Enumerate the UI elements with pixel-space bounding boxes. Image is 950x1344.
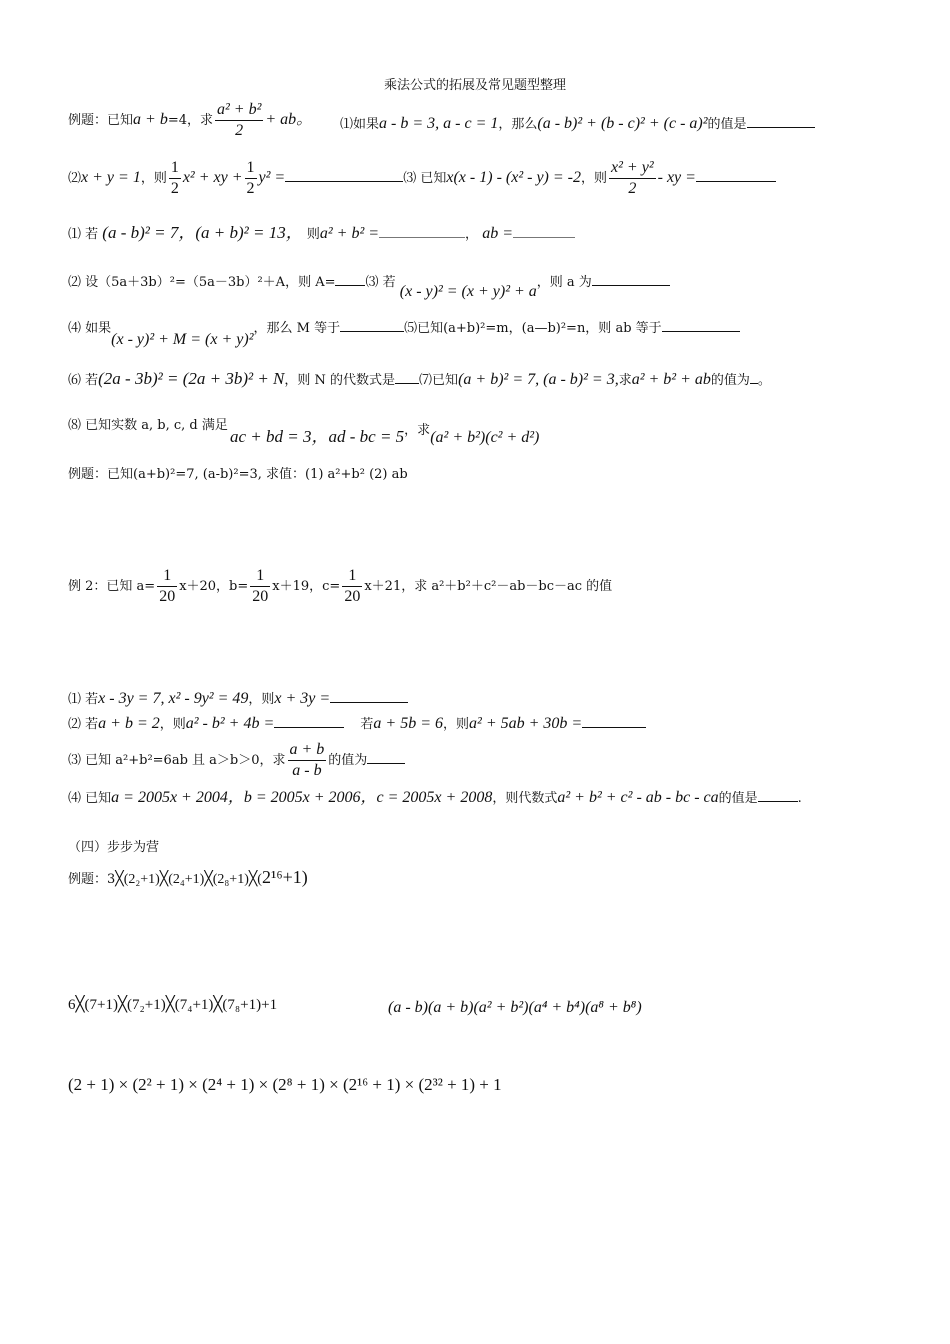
math-expr: a² - b² + 4b =: [185, 715, 275, 732]
fraction-numerator: 1: [157, 566, 177, 587]
text: 若: [360, 717, 374, 732]
answer-blank[interactable]: [285, 169, 403, 182]
text: 则: [306, 227, 320, 242]
fraction: [215, 100, 263, 141]
example-4: [68, 866, 308, 889]
answer-blank[interactable]: [379, 225, 465, 238]
text: 的值为: [710, 373, 750, 388]
math-expr: (a - b)² = 7，(a + b)² = 13，: [102, 223, 303, 242]
text: ，则: [248, 692, 275, 707]
fraction: [157, 566, 177, 607]
math-expr: 2¹⁶+1): [261, 867, 308, 887]
question-3: [68, 222, 575, 244]
math-expr: ab =: [482, 225, 513, 242]
text: ，求: [404, 423, 431, 438]
math-expr: a² + b² + ab: [631, 371, 711, 388]
text: ，则: [140, 171, 167, 186]
fraction: [342, 566, 362, 607]
fraction: [169, 158, 181, 199]
text: 的值为: [328, 753, 368, 768]
question-13: [68, 788, 802, 808]
text: .: [797, 791, 802, 806]
text: ⑻ 已知实数 a, b, c, d 满足: [68, 418, 228, 433]
math-expr: x(x - 1) - (x² - y) = -2: [446, 169, 581, 186]
answer-blank[interactable]: [340, 319, 404, 332]
math-expr: a² + b² + c² - ab - bc - ca: [557, 789, 719, 806]
math-expr: a + 5b = 6: [373, 715, 444, 732]
text: ⑷ 已知: [68, 791, 112, 806]
math-expr: + ab。: [265, 111, 313, 128]
fraction-denominator: 2: [235, 122, 244, 139]
text: 求: [618, 373, 632, 388]
answer-blank[interactable]: [330, 690, 408, 703]
fraction-numerator: 1: [250, 566, 270, 587]
section-heading: （四）步步为营: [68, 840, 160, 855]
text: ，则: [581, 171, 608, 186]
question-12: [68, 740, 405, 781]
question-11: [68, 714, 646, 734]
fraction-numerator: a² + b²: [215, 100, 263, 121]
example-2: 例题：已知(a+b)²=7, (a-b)²=3, 求值：(1) a²+b² (2) ab: [68, 467, 408, 482]
example-1: [68, 100, 312, 141]
fraction: [250, 566, 270, 607]
answer-blank[interactable]: [367, 751, 405, 764]
math-expr: x - 3y = 7, x² - 9y² = 49: [98, 690, 249, 707]
question-8: [68, 418, 228, 434]
text: ⑴如果: [340, 117, 380, 132]
text: ，则: [443, 717, 470, 732]
math-expr: (a - b)² + (b - c)² + (c - a)²: [537, 115, 708, 132]
math-expr: a² + b² =: [319, 225, 380, 242]
fraction-denominator: 2: [246, 180, 255, 197]
text: 。: [757, 373, 771, 388]
text: ⑶ 已知 a²+b²=6ab 且 a＞b＞0，求: [68, 753, 286, 768]
fraction-denominator: a - b: [292, 762, 322, 779]
math-expr: ╳(2₂+1)╳(2₄+1)╳(2₈+1)╳(: [115, 872, 262, 887]
math-expr: - xy =: [657, 169, 696, 186]
fraction: [245, 158, 257, 199]
text: ⑵: [68, 171, 82, 186]
exercise-1: 6╳(7+1)╳(7₂+1)╳(7₄+1)╳(7₈+1)+1: [68, 997, 278, 1013]
answer-blank[interactable]: [662, 319, 740, 332]
text: ⑴ 若: [68, 227, 99, 242]
math-expr: (2a - 3b)² = (2a + 3b)² + N: [98, 369, 285, 388]
text: ，则 N 的代数式是: [284, 373, 396, 388]
text: ，那么 M 等于: [253, 321, 341, 336]
text: ⑸已知(a+b)²=m，(a—b)²=n，则 ab 等于: [404, 321, 662, 336]
text: ⑵ 设（5a＋3b）²=（5a－3b）²＋A，则 A=: [68, 275, 336, 290]
answer-blank[interactable]: [513, 225, 575, 238]
math-expr: ac + bd = 3，ad - bc = 5: [230, 427, 405, 446]
question-5: [68, 318, 740, 348]
text: ⑴ 若: [68, 692, 99, 707]
question-1: [340, 114, 815, 134]
math-expr: y² =: [258, 169, 286, 186]
answer-blank[interactable]: [696, 169, 776, 182]
text: ⑵ 若: [68, 717, 99, 732]
fraction-numerator: a + b: [288, 740, 327, 761]
text: =4，求: [167, 113, 213, 128]
text: 例 2：已知 a=: [68, 579, 156, 594]
text: ⑹ 若: [68, 373, 99, 388]
math-expr: x + y = 1: [81, 169, 141, 186]
text: ⑷ 如果: [68, 321, 112, 336]
math-expr: a + b: [133, 111, 168, 128]
fraction-numerator: 1: [342, 566, 362, 587]
math-expr: a + b = 2: [98, 715, 160, 732]
answer-blank[interactable]: [758, 789, 798, 802]
fraction-denominator: 2: [628, 180, 637, 197]
math-expr: x + 3y =: [274, 690, 331, 707]
example-label: 例题：已知: [68, 113, 134, 128]
fraction-denominator: 20: [344, 588, 361, 605]
fraction: [609, 158, 656, 199]
text: x＋20，b=: [179, 579, 249, 594]
math-expr: (a + b)² = 7, (a - b)² = 3,: [458, 371, 619, 388]
text: 例题：3: [68, 872, 116, 887]
text: 的值是: [718, 791, 758, 806]
text: ⑶ 已知: [403, 171, 447, 186]
answer-blank[interactable]: [335, 273, 365, 286]
text: ，则 a 为: [536, 275, 592, 290]
math-expr: (a² + b²)(c² + d²): [430, 429, 540, 446]
question-6: [68, 368, 771, 390]
math-expr: a = 2005x + 2004，b = 2005x + 2006，c = 2005x + 2008: [111, 789, 493, 806]
question-10: [68, 689, 408, 709]
example-3: [68, 566, 612, 607]
math-expr: a² + 5ab + 30b =: [469, 715, 583, 732]
fraction: [288, 740, 327, 781]
text: ，那么: [498, 117, 538, 132]
answer-blank[interactable]: [582, 715, 646, 728]
question-4: [68, 272, 670, 300]
text: ⑺已知: [419, 373, 459, 388]
answer-blank[interactable]: [592, 273, 670, 286]
text: x＋19，c=: [272, 579, 341, 594]
answer-blank[interactable]: [274, 715, 344, 728]
exercise-3: (2 + 1) × (2² + 1) × (2⁴ + 1) × (2⁸ + 1) × (2¹⁶ + 1) × (2³² + 1) + 1: [68, 1075, 502, 1094]
question-8-math: [230, 423, 540, 448]
text: ，: [465, 227, 479, 242]
math-expr: (x - y)² + M = (x + y)²: [111, 331, 254, 348]
text: ⑶ 若: [365, 275, 396, 290]
text: ，则: [159, 717, 186, 732]
math-expr: a - b = 3, a - c = 1: [379, 115, 499, 132]
answer-blank[interactable]: [747, 115, 815, 128]
text: x＋21，求 a²＋b²＋c²－ab－bc－ac 的值: [364, 579, 613, 594]
question-2: [68, 158, 776, 199]
fraction-denominator: 20: [252, 588, 269, 605]
answer-blank[interactable]: [395, 371, 419, 384]
fraction-denominator: 20: [159, 588, 176, 605]
answer-blank[interactable]: [750, 371, 758, 384]
exercise-2: (a - b)(a + b)(a² + b²)(a⁴ + b⁴)(a⁸ + b⁸): [388, 999, 642, 1016]
fraction-numerator: 1: [245, 158, 257, 179]
math-expr: (x - y)² = (x + y)² + a: [399, 283, 537, 300]
text: 的值是: [707, 117, 747, 132]
text: ，则代数式: [492, 791, 558, 806]
page-title: 乘法公式的拓展及常见题型整理: [383, 78, 566, 93]
fraction-denominator: 2: [170, 180, 179, 197]
fraction-numerator: 1: [169, 158, 181, 179]
fraction-numerator: x² + y²: [609, 158, 656, 179]
math-expr: x² + xy +: [182, 169, 243, 186]
